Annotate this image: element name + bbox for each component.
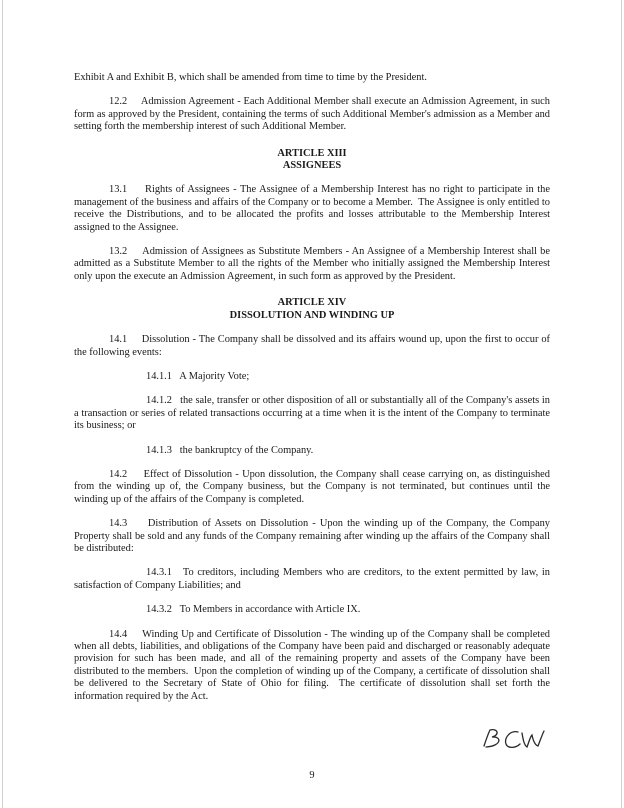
section-14-3: 14.3 Distribution of Assets on Dissolution - Upon the winding up of the Company, the Company Property shall be sold and any funds of the Company remaining after winding up the affairs of the Company shall be distributed: xyxy=(74,518,553,554)
article-14-heading xyxy=(74,297,550,322)
page-border-right xyxy=(621,0,622,808)
section-14-1-1: 14.1.1 A Majority Vote; xyxy=(146,370,250,382)
intro-line: Exhibit A and Exhibit B, which shall be amended from time to time by the President. xyxy=(74,72,427,83)
initials-signature xyxy=(478,726,548,752)
article-13-heading xyxy=(74,148,550,173)
section-14-1-2: 14.1.2 the sale, transfer or other disposition of all or substantially all of the Company's assets in a transaction or series of related transactions occurring at a time when it is the intent of the Company to terminate its business; or xyxy=(74,395,553,432)
article-13-title: ARTICLE XIII xyxy=(277,147,347,159)
section-14-1: 14.1 Dissolution - The Company shall be dissolved and its affairs wound up, upon the first to occur of the following events: xyxy=(74,334,553,358)
article-13-subtitle: ASSIGNEES xyxy=(282,160,342,172)
section-13-2: 13.2 Admission of Assignees as Substitute Members - An Assignee of a Membership Interest shall be admitted as a Substitute Member to all the rights of the Member who initially assigned the Membership Interest only upon the execute an Admission Agreement, in such form as approved by the President. xyxy=(74,246,553,282)
section-14-2: 14.2 Effect of Dissolution - Upon dissolution, the Company shall cease carrying on, as distinguished from the winding up of, the Company business, but the Company is not terminated, but continues until the winding up of the affairs of the Company is completed. xyxy=(74,468,553,505)
article-14-title: ARTICLE XIV xyxy=(277,297,347,309)
page-border-left xyxy=(2,0,3,808)
section-14-3-1: 14.3.1 To creditors, including Members who are creditors, to the extent permitted by law, in satisfaction of Company Liabilities; and xyxy=(74,567,553,591)
page-number: 9 xyxy=(309,770,315,781)
document-body xyxy=(74,72,553,703)
section-12-2: 12.2 Admission Agreement - Each Additional Member shall execute an Admission Agreement, in such form as approved by the President, containing the terms of such Additional Member's admission as a Member and setting forth the membership interest of such Additional Member. xyxy=(74,96,553,133)
section-14-3-2: 14.3.2 To Members in accordance with Article IX. xyxy=(146,604,361,616)
section-14-1-3: 14.1.3 the bankruptcy of the Company. xyxy=(146,444,314,456)
section-13-1: 13.1 Rights of Assignees - The Assignee of a Membership Interest has no right to participate in the management of the business and affairs of the Company or to become a Member. The Assignee is only entitled to receive the Distributions, and to be allocated the profits and losses attributable to the Membership Interest assigned to the Assignee. xyxy=(74,184,553,233)
section-14-4: 14.4 Winding Up and Certificate of Dissolution - The winding up of the Company shall be completed when all debts, liabilities, and obligations of the Company have been paid and discharged or reasonably adequate provision for such has been made, and all of the remaining property and assets of the Company have been distributed to the members. Upon the completion of winding up of the Company, a certificate of dissolution shall be delivered to the Secretary of State of Ohio for filing. The certificate of dissolution shall set forth the information required by the Act. xyxy=(74,628,553,702)
article-14-subtitle: DISSOLUTION AND WINDING UP xyxy=(229,309,395,321)
